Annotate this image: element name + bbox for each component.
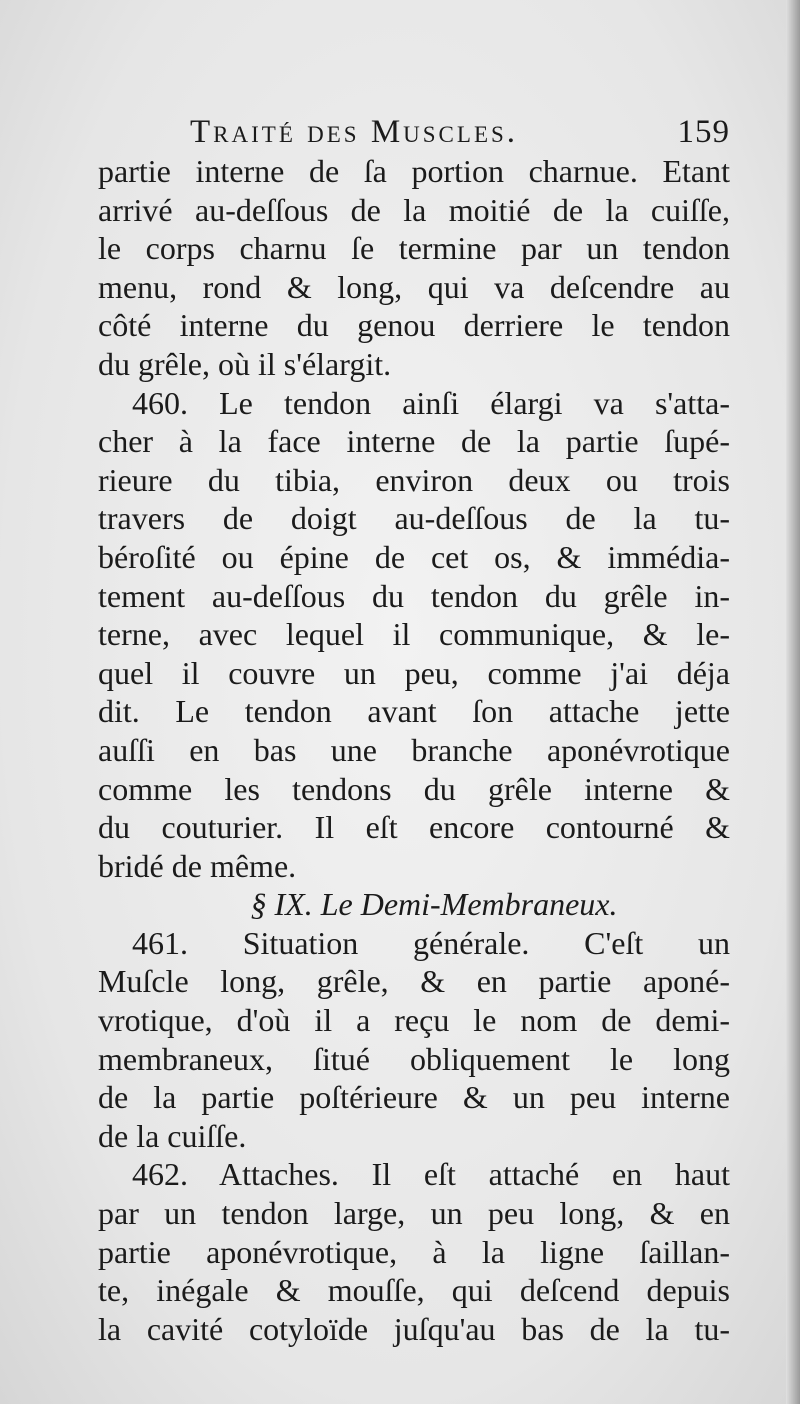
text-line: partie interne de ſa portion charnue. Etant — [98, 153, 730, 189]
text-line: dit. Le tendon avant ſon attache jette — [98, 693, 730, 730]
page-edge-shadow — [786, 0, 800, 1404]
body-text — [98, 152, 730, 1348]
text-line: béroſité ou épine de cet os, & immédia- — [98, 538, 730, 575]
text-line: arrivé au-deſſous de la moitié de la cuiſſe, — [98, 191, 730, 228]
text-line: comme les tendons du grêle interne & — [98, 770, 730, 807]
text-line: par un tendon large, un peu long, & en — [98, 1195, 730, 1232]
text-line: menu, rond & long, qui va deſcendre au — [98, 268, 730, 305]
text-line: vrotique, d'où il a reçu le nom de demi- — [98, 1002, 730, 1039]
paragraph-462-start: 462. Attaches. Il eſt attaché en haut — [132, 1156, 730, 1193]
text-line: membraneux, ſitué obliquement le long — [98, 1040, 730, 1077]
text-line: bridé de même. — [98, 847, 297, 884]
text-line: la cavité cotyloïde juſqu'au bas de la tu- — [98, 1310, 730, 1347]
paragraph-460-start: 460. Le tendon ainſi élargi va s'atta- — [132, 384, 730, 421]
section-heading: § IX. Le Demi-Membraneux. — [250, 886, 618, 923]
text-line: de la partie poſtérieure & un peu interne — [98, 1079, 730, 1116]
text-line: partie aponévrotique, à la ligne ſaillan- — [98, 1233, 730, 1270]
text-line: cher à la face interne de la partie ſupé- — [98, 423, 730, 460]
running-header — [190, 112, 730, 152]
text-line: auſſi en bas une branche aponévrotique — [98, 731, 730, 768]
text-line: Muſcle long, grêle, & en partie aponé- — [98, 963, 730, 1000]
running-title: Traité des Muscles. — [190, 114, 519, 150]
page-number: 159 — [677, 114, 730, 150]
text-line: terne, avec lequel il communique, & le- — [98, 616, 730, 653]
text-line: côté interne du genou derriere le tendon — [98, 307, 730, 344]
text-line: quel il couvre un peu, comme j'ai déja — [98, 654, 730, 691]
text-line: du couturier. Il eſt encore contourné & — [98, 809, 730, 846]
text-line: du grêle, où il s'élargit. — [98, 345, 392, 382]
text-line: travers de doigt au-deſſous de la tu- — [98, 500, 730, 537]
text-line: de la cuiſſe. — [98, 1117, 247, 1154]
paragraph-461-start: 461. Situation générale. C'eſt un — [132, 924, 730, 961]
text-line: te, inégale & mouſſe, qui deſcend depuis — [98, 1272, 730, 1309]
text-line: tement au-deſſous du tendon du grêle in- — [98, 577, 730, 614]
text-line: le corps charnu ſe termine par un tendon — [98, 230, 730, 267]
text-line: rieure du tibia, environ deux ou trois — [98, 461, 730, 498]
